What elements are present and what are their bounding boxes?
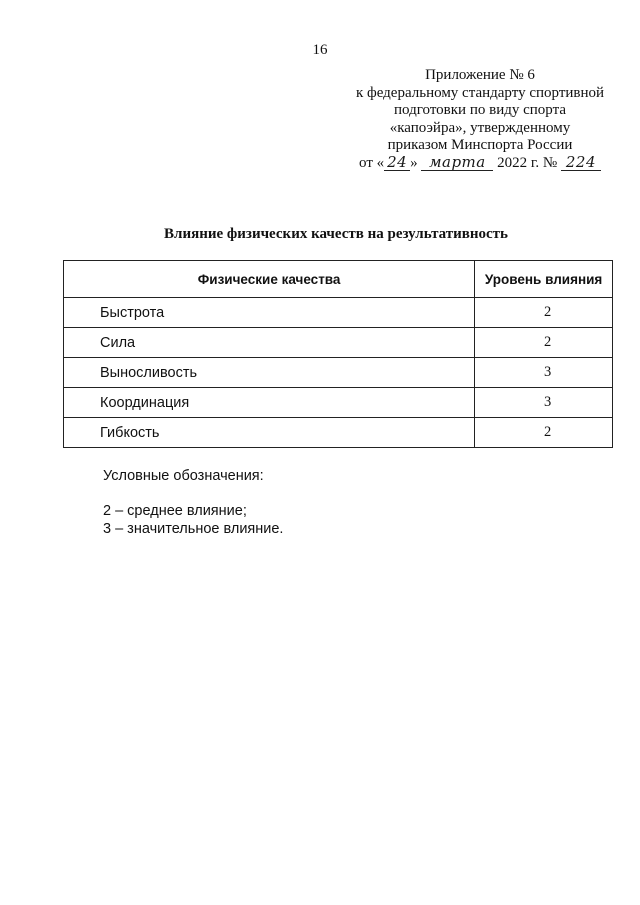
quality-cell: Быстрота [64, 298, 475, 328]
order-number-field [561, 152, 601, 171]
level-cell: 2 [475, 418, 613, 448]
handwritten-month: марта [429, 152, 486, 171]
appendix-line: приказом Минспорта России [387, 137, 573, 153]
appendix-title: Приложение № 6 [425, 67, 535, 83]
legend-item: 3 – значительное влияние. [103, 521, 284, 537]
legend-item: 2 – среднее влияние; [103, 503, 247, 519]
appendix-line: подготовки по виду спорта [394, 102, 566, 118]
date-month-field [421, 152, 493, 171]
table-row [64, 418, 613, 448]
appendix-line: к федеральному стандарту спортивной [355, 84, 605, 101]
appendix-line: «капоэйра», утвержденному [389, 119, 571, 136]
appendix-date-line [330, 152, 630, 173]
legend-title: Условные обозначения: [103, 468, 264, 484]
handwritten-day: 24 [387, 152, 408, 171]
level-cell: 2 [475, 298, 613, 328]
quality-cell: Сила [64, 328, 475, 358]
quality-cell: Выносливость [64, 358, 475, 388]
table-row [64, 388, 613, 418]
table-row [64, 298, 613, 328]
table-header-row [64, 261, 613, 298]
page-number: 16 [312, 42, 328, 58]
column-header-quality: Физические качества [64, 261, 475, 298]
date-year: 2022 г. № [497, 154, 558, 171]
date-quote-close: » [410, 154, 418, 171]
legend [103, 468, 283, 538]
table-row [64, 358, 613, 388]
influence-table [63, 260, 613, 448]
appendix-header [330, 67, 630, 172]
level-cell: 3 [475, 358, 613, 388]
date-day-field [384, 152, 410, 171]
document-title: Влияние физических качеств на результативность [164, 226, 508, 242]
handwritten-order-number: 224 [565, 152, 596, 171]
column-header-level: Уровень влияния [475, 261, 613, 298]
quality-cell: Гибкость [64, 418, 475, 448]
table-row [64, 328, 613, 358]
quality-cell: Координация [64, 388, 475, 418]
level-cell: 3 [475, 388, 613, 418]
level-cell: 2 [475, 328, 613, 358]
date-prefix: от « [359, 154, 385, 171]
